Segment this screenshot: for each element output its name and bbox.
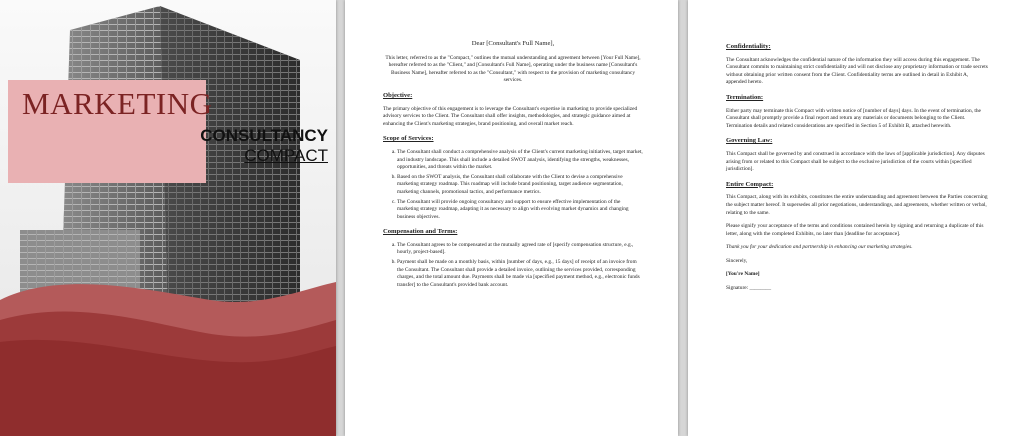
- scope-item: c. The Consultant will provide ongoing consultancy and support to ensure effective implementation of the marketing strategy roadmap, adapting it as necessary to align with evolving market dynamics and changing business objectives.: [397, 199, 643, 222]
- scope-list: [383, 149, 643, 221]
- thanks-italic: Thank you for your dedication and partnership in enhancing our marketing strategies.: [726, 244, 913, 251]
- greeting: Dear [Consultant's Full Name],: [471, 40, 555, 47]
- compensation-list: [383, 242, 643, 290]
- letter-body-1: [383, 40, 643, 295]
- governing-law-heading: Governing Law:: [726, 137, 773, 145]
- termination-text: Either party may terminate this Compact with written notice of [number of days] days. In the event of termination, the Consultant shall promptly provide a final report and return any materials or documents belonging to the Client. Termination details and related considerations are specified in Section 5 of Exhibit B, attached herewith.: [726, 107, 981, 129]
- compensation-item: a. The Consultant agrees to be compensated at the mutually agreed rate of [specify compensation structure, e.g., hourly, project-based].: [397, 242, 643, 257]
- entire-compact-heading: Entire Compact:: [726, 180, 774, 188]
- entire-compact-text: This Compact, along with its exhibits, constitutes the entire understanding and agreement between the Parties concerning the subject matter hereof. It supersedes all prior negotiations, understandings, and agreements, whether written or verbal, relating to the same.: [726, 194, 988, 216]
- thanks-text: [726, 244, 988, 252]
- letter-page-1: [345, 0, 678, 436]
- signer-name: [726, 271, 988, 279]
- confidentiality-text: The Consultant acknowledges the confidential nature of the information they will access during this engagement. The Consultant commits to maintaining strict confidentiality and will not disclose any proprietary information or trade secrets without obtaining prior written consent from the Client. Confidentiality terms are outlined in detail in Exhibit A, appended hereto.: [726, 56, 988, 86]
- objective-text: The primary objective of this engagement is to leverage the Consultant's expertise in marketing to provide specialized advisory services to the Client. The Consultant shall offer insights, methodologies, and strategic guidance aimed at enhancing the Client's marketing strategies, brand positioning, and overall market reach.: [383, 105, 638, 127]
- scope-item: a. The Consultant shall conduct a comprehensive analysis of the Client's current marketing initiatives, target market, and industry landscape. This shall include a detailed SWOT analysis, identifying the strengths, weaknesses, opportunities, and threats within the market.: [397, 149, 643, 172]
- governing-law-text: This Compact shall be governed by and construed in accordance with the laws of [applicable jurisdiction]. Any disputes arising from or related to this Compact shall be subject to the exclusive jurisdiction of the courts within [specified jurisdiction].: [726, 150, 985, 173]
- signer-name-bold: [You're Name]: [726, 271, 760, 278]
- signature-line: Signature: ________: [726, 285, 772, 292]
- acceptance-text: Please signify your acceptance of the terms and conditions contained herein by signing and returning a duplicate of this letter, along with the completed Exhibits, no later than [deadline for acceptance].: [726, 223, 984, 237]
- letter-body-2: [726, 36, 988, 299]
- building-photo: [0, 0, 336, 436]
- closing: Sincerely,: [726, 257, 748, 264]
- cover-subtitle: CONSULTANCY: [200, 126, 328, 145]
- cover-title: MARKETING: [22, 86, 213, 121]
- termination-heading: Termination:: [726, 93, 764, 101]
- compensation-heading: Compensation and Terms:: [383, 228, 458, 236]
- scope-item: b. Based on the SWOT analysis, the Consultant shall collaborate with the Client to devise a comprehensive marketing strategy roadmap. This roadmap will include brand positioning, target audience segmentation, marketing channels, promotional tactics, and performance metrics.: [397, 174, 643, 197]
- letter-page-2: [688, 0, 1024, 436]
- intro-paragraph: This letter, referred to as the "Compact," outlines the mutual understanding and agreement between [Your Full Name], hereafter referred to as the "Client," and [Consultant's Full Name], operating under the business name [Consultant's Business Name], hereafter referred to as the "Consultant," with respect to the provision of marketing consultancy services.: [385, 54, 641, 84]
- cover-subtitle-word: COMPACT: [244, 146, 328, 165]
- confidentiality-heading: Confidentiality:: [726, 43, 771, 50]
- cover-subtitle-2: [138, 146, 328, 166]
- objective-heading: Objective:: [383, 91, 413, 99]
- scope-heading: Scope of Services:: [383, 135, 434, 143]
- compensation-item: b. Payment shall be made on a monthly basis, within [number of days, e.g., 15 days] of receipt of an invoice from the Consultant. The Consultant shall provide a detailed invoice, outlining the services provided, corresponding charges, and the total amount due. Payments shall be made via [specified payment method, e.g., electronic funds transfer] to the Consultant's provided bank account.: [397, 259, 643, 289]
- cover-page: [0, 0, 336, 436]
